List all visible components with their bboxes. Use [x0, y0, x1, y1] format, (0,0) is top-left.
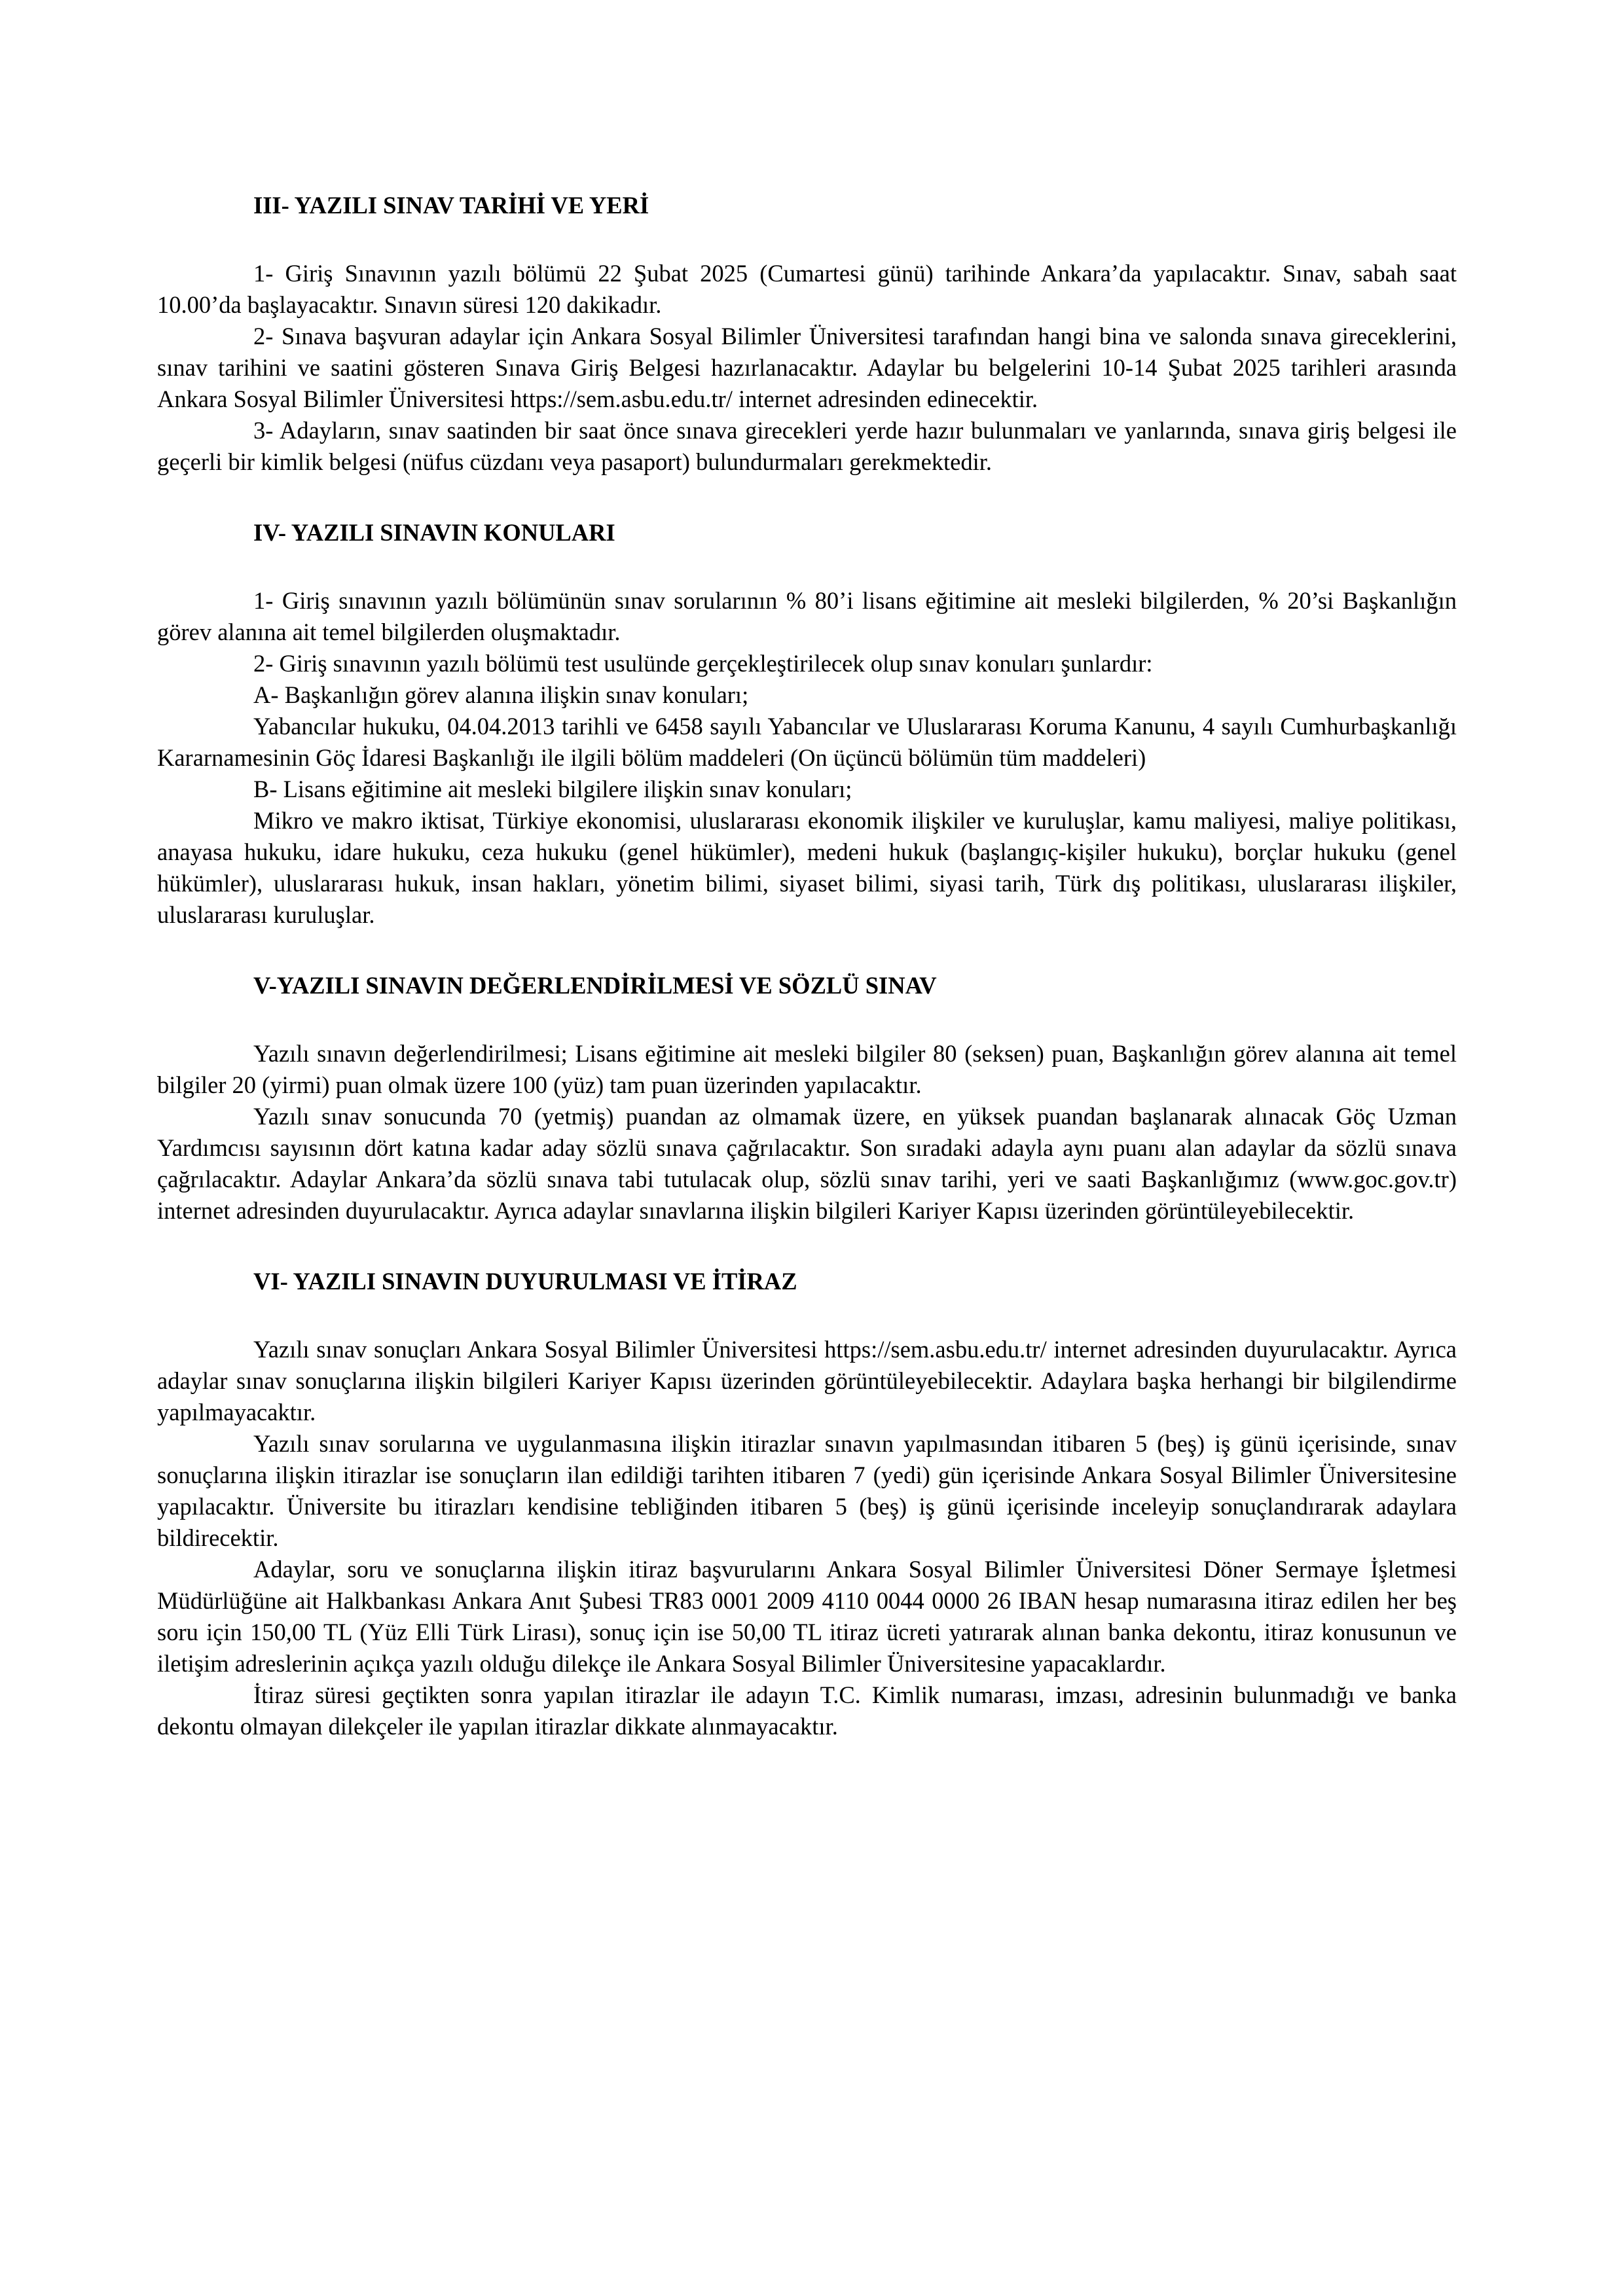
section-evaluation-oral-exam [157, 970, 1457, 1227]
paragraph: Yabancılar hukuku, 04.04.2013 tarihli ve 6458 sayılı Yabancılar ve Uluslararası Koruma Kanunu, 4 sayılı Cumhurbaşkanlığı Kararnamesinin Göç İdaresi Başkanlığı ile ilgili bölüm maddeleri (On üçüncü bölümün tüm maddeleri) [157, 713, 1457, 771]
paragraph: 1- Giriş sınavının yazılı bölümünün sınav sorularının % 80’i lisans eğitimine ait mesleki bilgilerden, % 20’si Başkanlığın görev alanına ait temel bilgilerden oluşmaktadır. [157, 587, 1457, 645]
paragraph: 3- Adayların, sınav saatinden bir saat önce sınava girecekleri yerde hazır bulunmaları ve yanlarında, sınava giriş belgesi ile geçerli bir kimlik belgesi (nüfus cüzdanı veya pasaport) bulundurmaları gerekmektedir. [157, 417, 1457, 475]
paragraph: Yazılı sınav sonuçları Ankara Sosyal Bilimler Üniversitesi https://sem.asbu.edu.tr/ internet adresinden duyurulacaktır. Ayrıca adaylar sınav sonuçlarına ilişkin bilgileri Kariyer Kapısı üzerinden görüntüleyebilecektir. Adaylara başka herhangi bir bilgilendirme yapılmayacaktır. [157, 1336, 1457, 1426]
paragraph: A- Başkanlığın görev alanına ilişkin sınav konuları; [253, 681, 749, 708]
paragraph: Mikro ve makro iktisat, Türkiye ekonomisi, uluslararası ekonomik ilişkiler ve kuruluşlar, kamu maliyesi, maliye politikası, anayasa hukuku, idare hukuku, ceza hukuku (genel hükümler), medeni hukuk (başlangıç-kişiler hukuku), borçlar hukuku (genel hükümler), uluslararası hukuk, insan hakları, yönetim bilimi, siyaset bilimi, siyasi tarih, Türk dış politikası, uluslararası ilişkiler, uluslararası kuruluşlar. [157, 807, 1457, 928]
paragraph: Yazılı sınav sonucunda 70 (yetmiş) puandan az olmamak üzere, en yüksek puandan başlanarak alınacak Göç Uzman Yardımcısı sayısının dört katına kadar aday sözlü sınava çağrılacaktır. Son sıradaki adayla aynı puanı alan adaylar da sözlü sınava çağrılacaktır. Adaylar Ankara’da sözlü sınava tabi tutulacak olup, sözlü sınav tarihi, yeri ve saati Başkanlığımız (www.goc.gov.tr) internet adresinden duyurulacaktır. Ayrıca adaylar sınavlarına ilişkin bilgileri Kariyer Kapısı üzerinden görüntüleyebilecektir. [157, 1103, 1457, 1224]
section-heading: V-YAZILI SINAVIN DEĞERLENDİRİLMESİ VE SÖZLÜ SINAV [253, 972, 937, 999]
paragraph: 2- Giriş sınavının yazılı bölümü test usulünde gerçekleştirilecek olup sınav konuları şunlardır: [253, 650, 1153, 677]
paragraph: İtiraz süresi geçtikten sonra yapılan itirazlar ile adayın T.C. Kimlik numarası, imzası, adresinin bulunmadığı ve banka dekontu olmayan dilekçeler ile yapılan itirazlar dikkate alınmayacaktır. [157, 1681, 1457, 1740]
paragraph: B- Lisans eğitimine ait mesleki bilgilere ilişkin sınav konuları; [253, 776, 852, 802]
paragraph: 1- Giriş Sınavının yazılı bölümü 22 Şubat 2025 (Cumartesi günü) tarihinde Ankara’da yapılacaktır. Sınav, sabah saat 10.00’da başlayacaktır. Sınavın süresi 120 dakikadır. [157, 260, 1457, 318]
section-heading: VI- YAZILI SINAVIN DUYURULMASI VE İTİRAZ [253, 1268, 797, 1295]
paragraph: Yazılı sınavın değerlendirilmesi; Lisans eğitimine ait mesleki bilgiler 80 (seksen) puan, Başkanlığın görev alanına ait temel bilgiler 20 (yirmi) puan olmak üzere 100 (yüz) tam puan üzerinden yapılacaktır. [157, 1040, 1457, 1098]
document-page [157, 190, 1457, 1742]
section-announcement-objection [157, 1266, 1457, 1742]
section-exam-date-place [157, 190, 1457, 478]
section-heading: IV- YAZILI SINAVIN KONULARI [253, 519, 615, 546]
section-exam-topics [157, 517, 1457, 931]
paragraph: 2- Sınava başvuran adaylar için Ankara Sosyal Bilimler Üniversitesi tarafından hangi bina ve salonda sınava gireceklerini, sınav tarihini ve saatini gösteren Sınava Giriş Belgesi hazırlanacaktır. Adaylar bu belgelerini 10-14 Şubat 2025 tarihleri arasında Ankara Sosyal Bilimler Üniversitesi https://sem.asbu.edu.tr/ internet adresinden edinecektir. [157, 323, 1457, 412]
paragraph: Adaylar, soru ve sonuçlarına ilişkin itiraz başvurularını Ankara Sosyal Bilimler Üniversitesi Döner Sermaye İşletmesi Müdürlüğüne ait Halkbankası Ankara Anıt Şubesi TR83 0001 2009 4110 0044 0000 26 IBAN hesap numarasına itiraz edilen her beş soru için 150,00 TL (Yüz Elli Türk Lirası), sonuç için ise 50,00 TL itiraz ücreti yatırarak alınan banka dekontu, itiraz konusunun ve iletişim adreslerinin açıkça yazılı olduğu dilekçe ile Ankara Sosyal Bilimler Üniversitesine yapacaklardır. [157, 1556, 1457, 1677]
section-heading: III- YAZILI SINAV TARİHİ VE YERİ [253, 192, 649, 219]
paragraph: Yazılı sınav sorularına ve uygulanmasına ilişkin itirazlar sınavın yapılmasından itibaren 5 (beş) iş günü içerisinde, sınav sonuçlarına ilişkin itirazlar ise sonuçların ilan edildiği tarihten itibaren 7 (yedi) gün içerisinde Ankara Sosyal Bilimler Üniversitesine yapılacaktır. Üniversite bu itirazları kendisine tebliğinden itibaren 5 (beş) iş günü içerisinde inceleyip sonuçlandırarak adaylara bildirecektir. [157, 1430, 1457, 1551]
